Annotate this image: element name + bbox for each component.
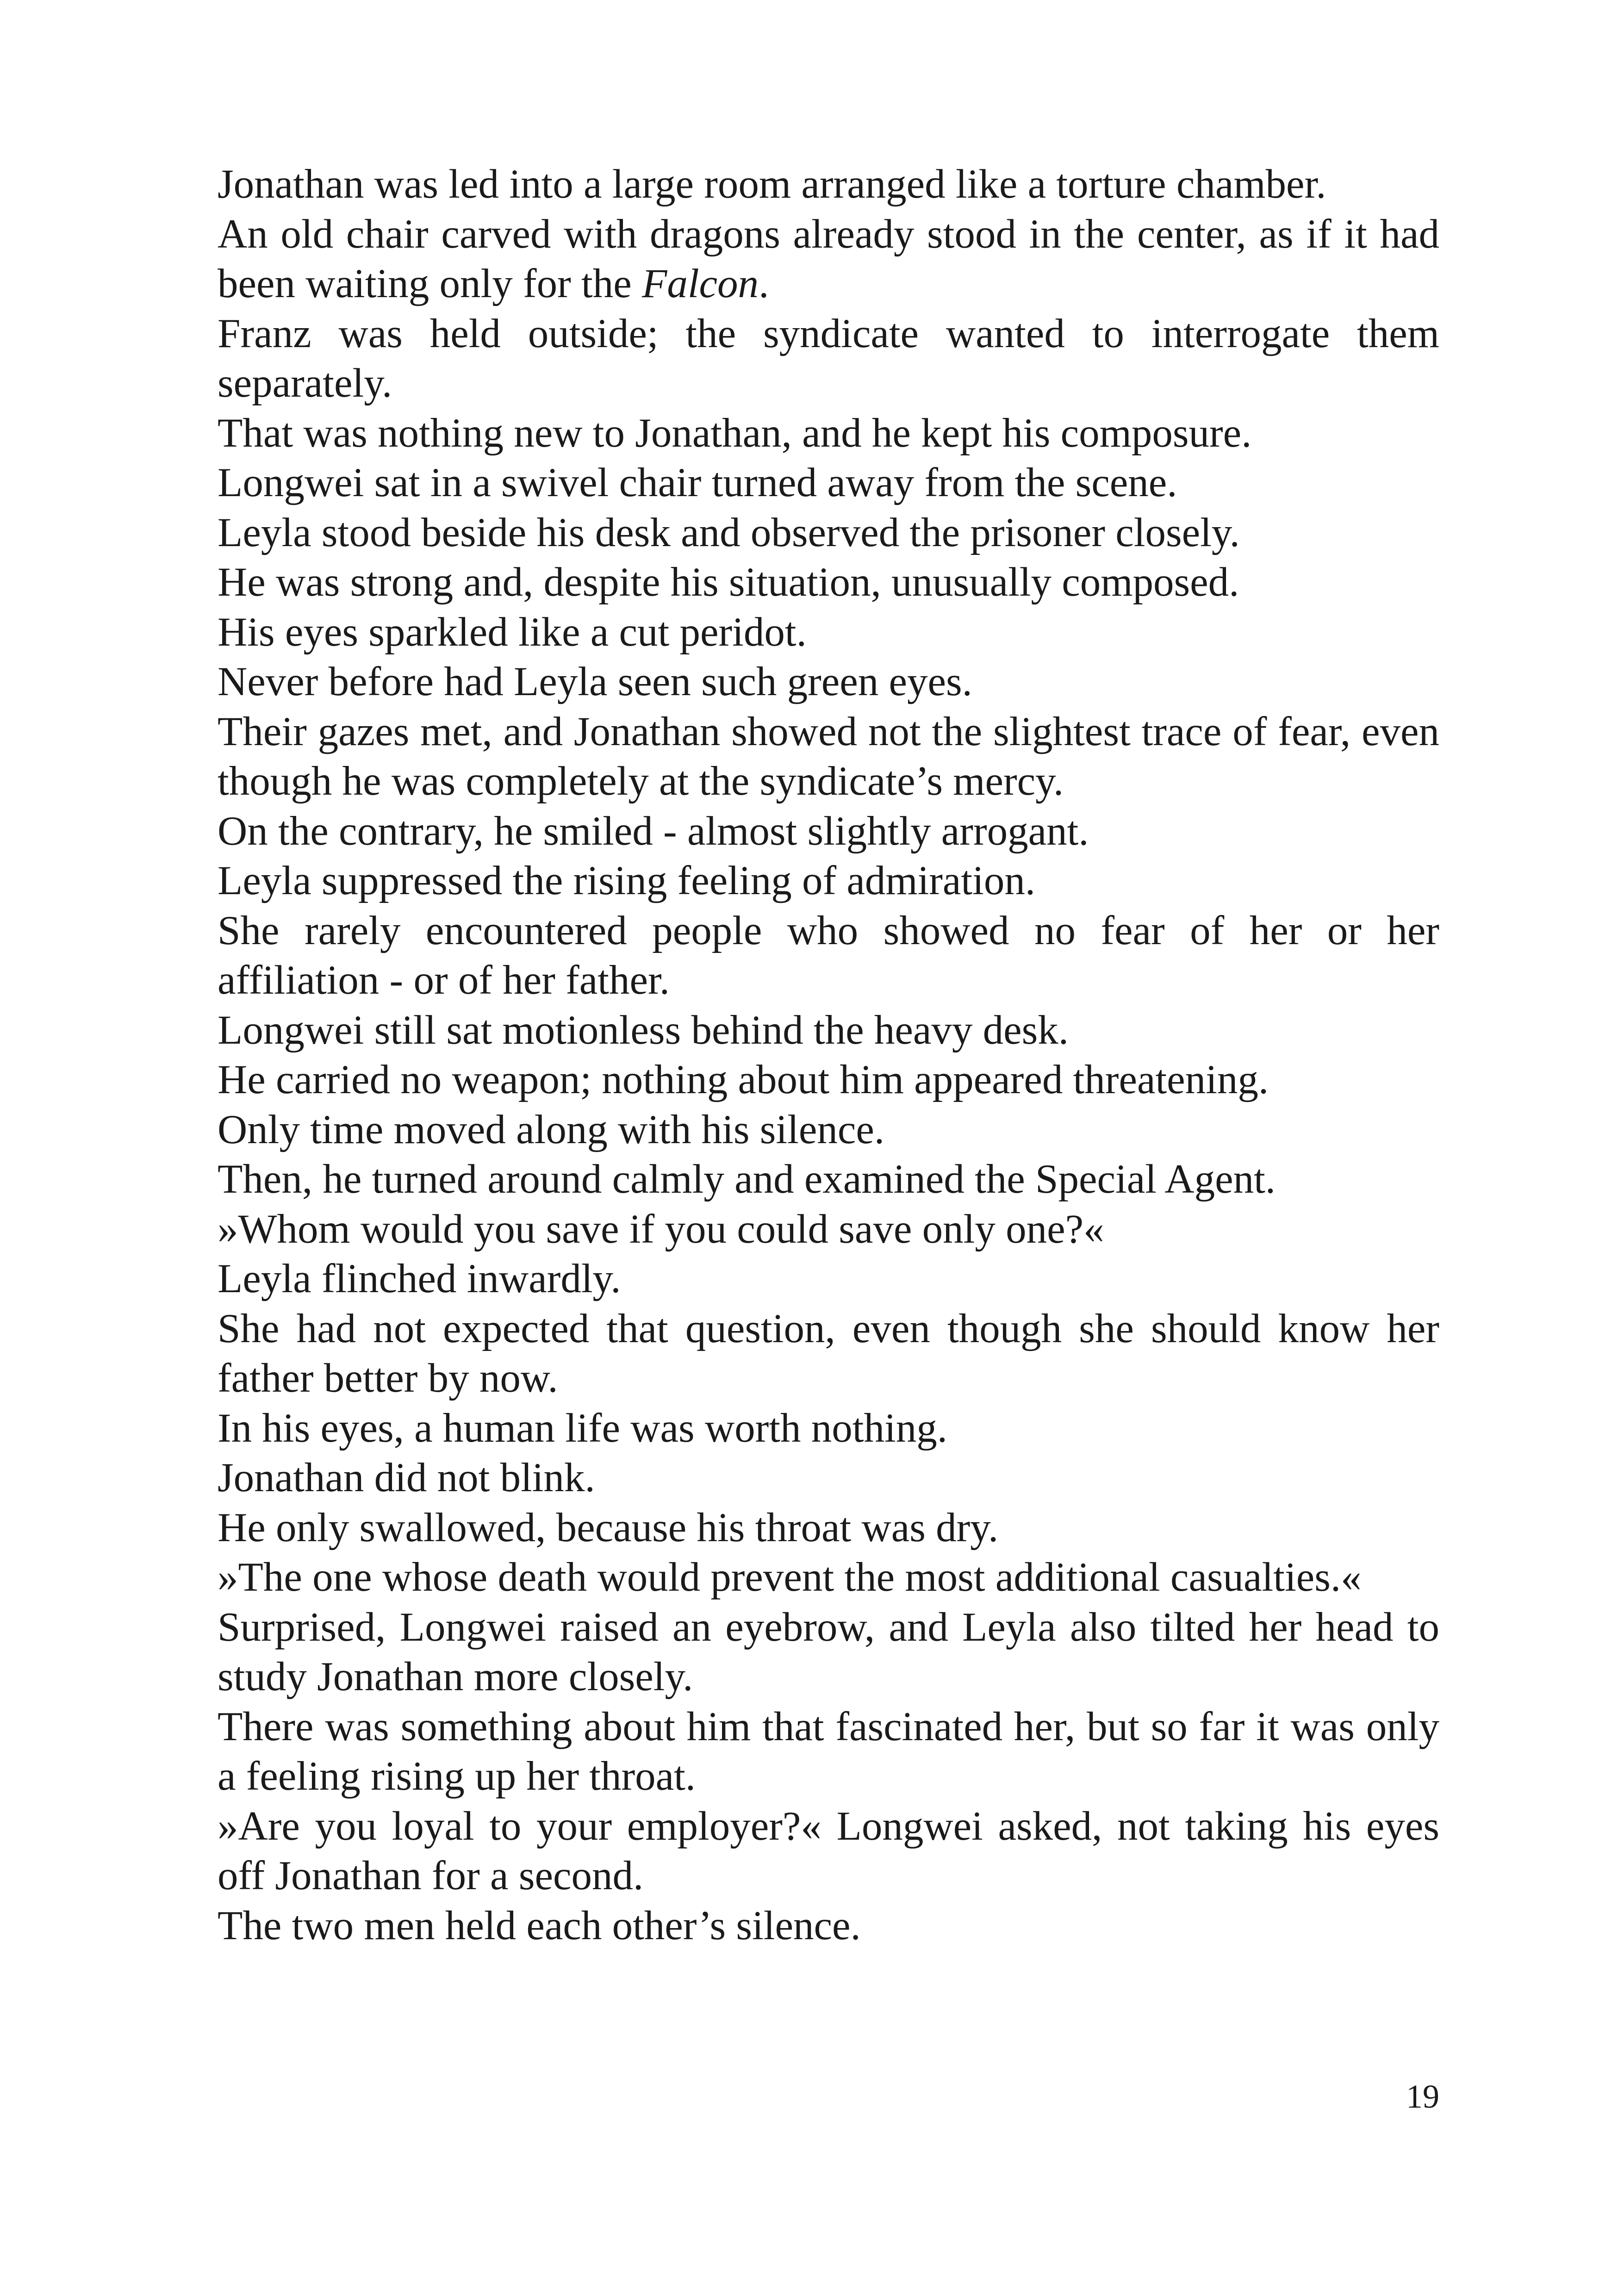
paragraph: She rarely encountered people who showed no fear of her or her affiliation - or of her father.: [218, 908, 1439, 1003]
paragraph: That was nothing new to Jonathan, and he kept his composure.: [218, 410, 1252, 456]
paragraph: There was something about him that fascinated her, but so far it was only a feeling rising up her throat.: [218, 1704, 1439, 1799]
paragraph: Only time moved along with his silence.: [218, 1107, 885, 1152]
paragraph: »Whom would you save if you could save only one?«: [218, 1206, 1104, 1252]
paragraph: His eyes sparkled like a cut peridot.: [218, 609, 807, 655]
paragraph: He was strong and, despite his situation, unusually composed.: [218, 560, 1239, 605]
paragraph: Longwei still sat motionless behind the heavy desk.: [218, 1007, 1069, 1053]
paragraph-end: .: [759, 261, 769, 306]
paragraph: Never before had Leyla seen such green eyes.: [218, 659, 972, 704]
paragraph: He only swallowed, because his throat was dry.: [218, 1505, 999, 1550]
paragraph: [218, 210, 1439, 309]
paragraph: »Are you loyal to your employer?« Longwei asked, not taking his eyes off Jonathan for a second.: [218, 1803, 1439, 1898]
paragraph: In his eyes, a human life was worth nothing.: [218, 1405, 947, 1451]
paragraph: »The one whose death would prevent the most additional casualties.«: [218, 1555, 1362, 1600]
paragraph: On the contrary, he smiled - almost slightly arrogant.: [218, 808, 1089, 854]
paragraph: Jonathan was led into a large room arranged like a torture chamber.: [218, 162, 1326, 207]
paragraph: Then, he turned around calmly and examined the Special Agent.: [218, 1157, 1276, 1202]
paragraph-text: An old chair carved with dragons already stood in the center, as if it had been waiting only for the: [218, 211, 1439, 306]
paragraph: She had not expected that question, even though she should know her father better by now.: [218, 1306, 1439, 1401]
italic-name: Falcon: [641, 261, 759, 306]
page-number: 19: [1406, 2078, 1439, 2115]
paragraph: Longwei sat in a swivel chair turned away from the scene.: [218, 460, 1177, 505]
paragraph: Their gazes met, and Jonathan showed not the slightest trace of fear, even though he was completely at the syndicate’s mercy.: [218, 709, 1439, 804]
paragraph: Franz was held outside; the syndicate wanted to interrogate them separately.: [218, 311, 1439, 406]
paragraph: He carried no weapon; nothing about him appeared threatening.: [218, 1057, 1269, 1102]
paragraph: The two men held each other’s silence.: [218, 1903, 861, 1948]
paragraph: Jonathan did not blink.: [218, 1455, 595, 1500]
paragraph: Surprised, Longwei raised an eyebrow, and Leyla also tilted her head to study Jonathan more closely.: [218, 1604, 1439, 1699]
paragraph: Leyla flinched inwardly.: [218, 1256, 621, 1301]
body-text: [218, 160, 1439, 1951]
paragraph: Leyla stood beside his desk and observed the prisoner closely.: [218, 510, 1240, 555]
paragraph: Leyla suppressed the rising feeling of admiration.: [218, 858, 1036, 903]
